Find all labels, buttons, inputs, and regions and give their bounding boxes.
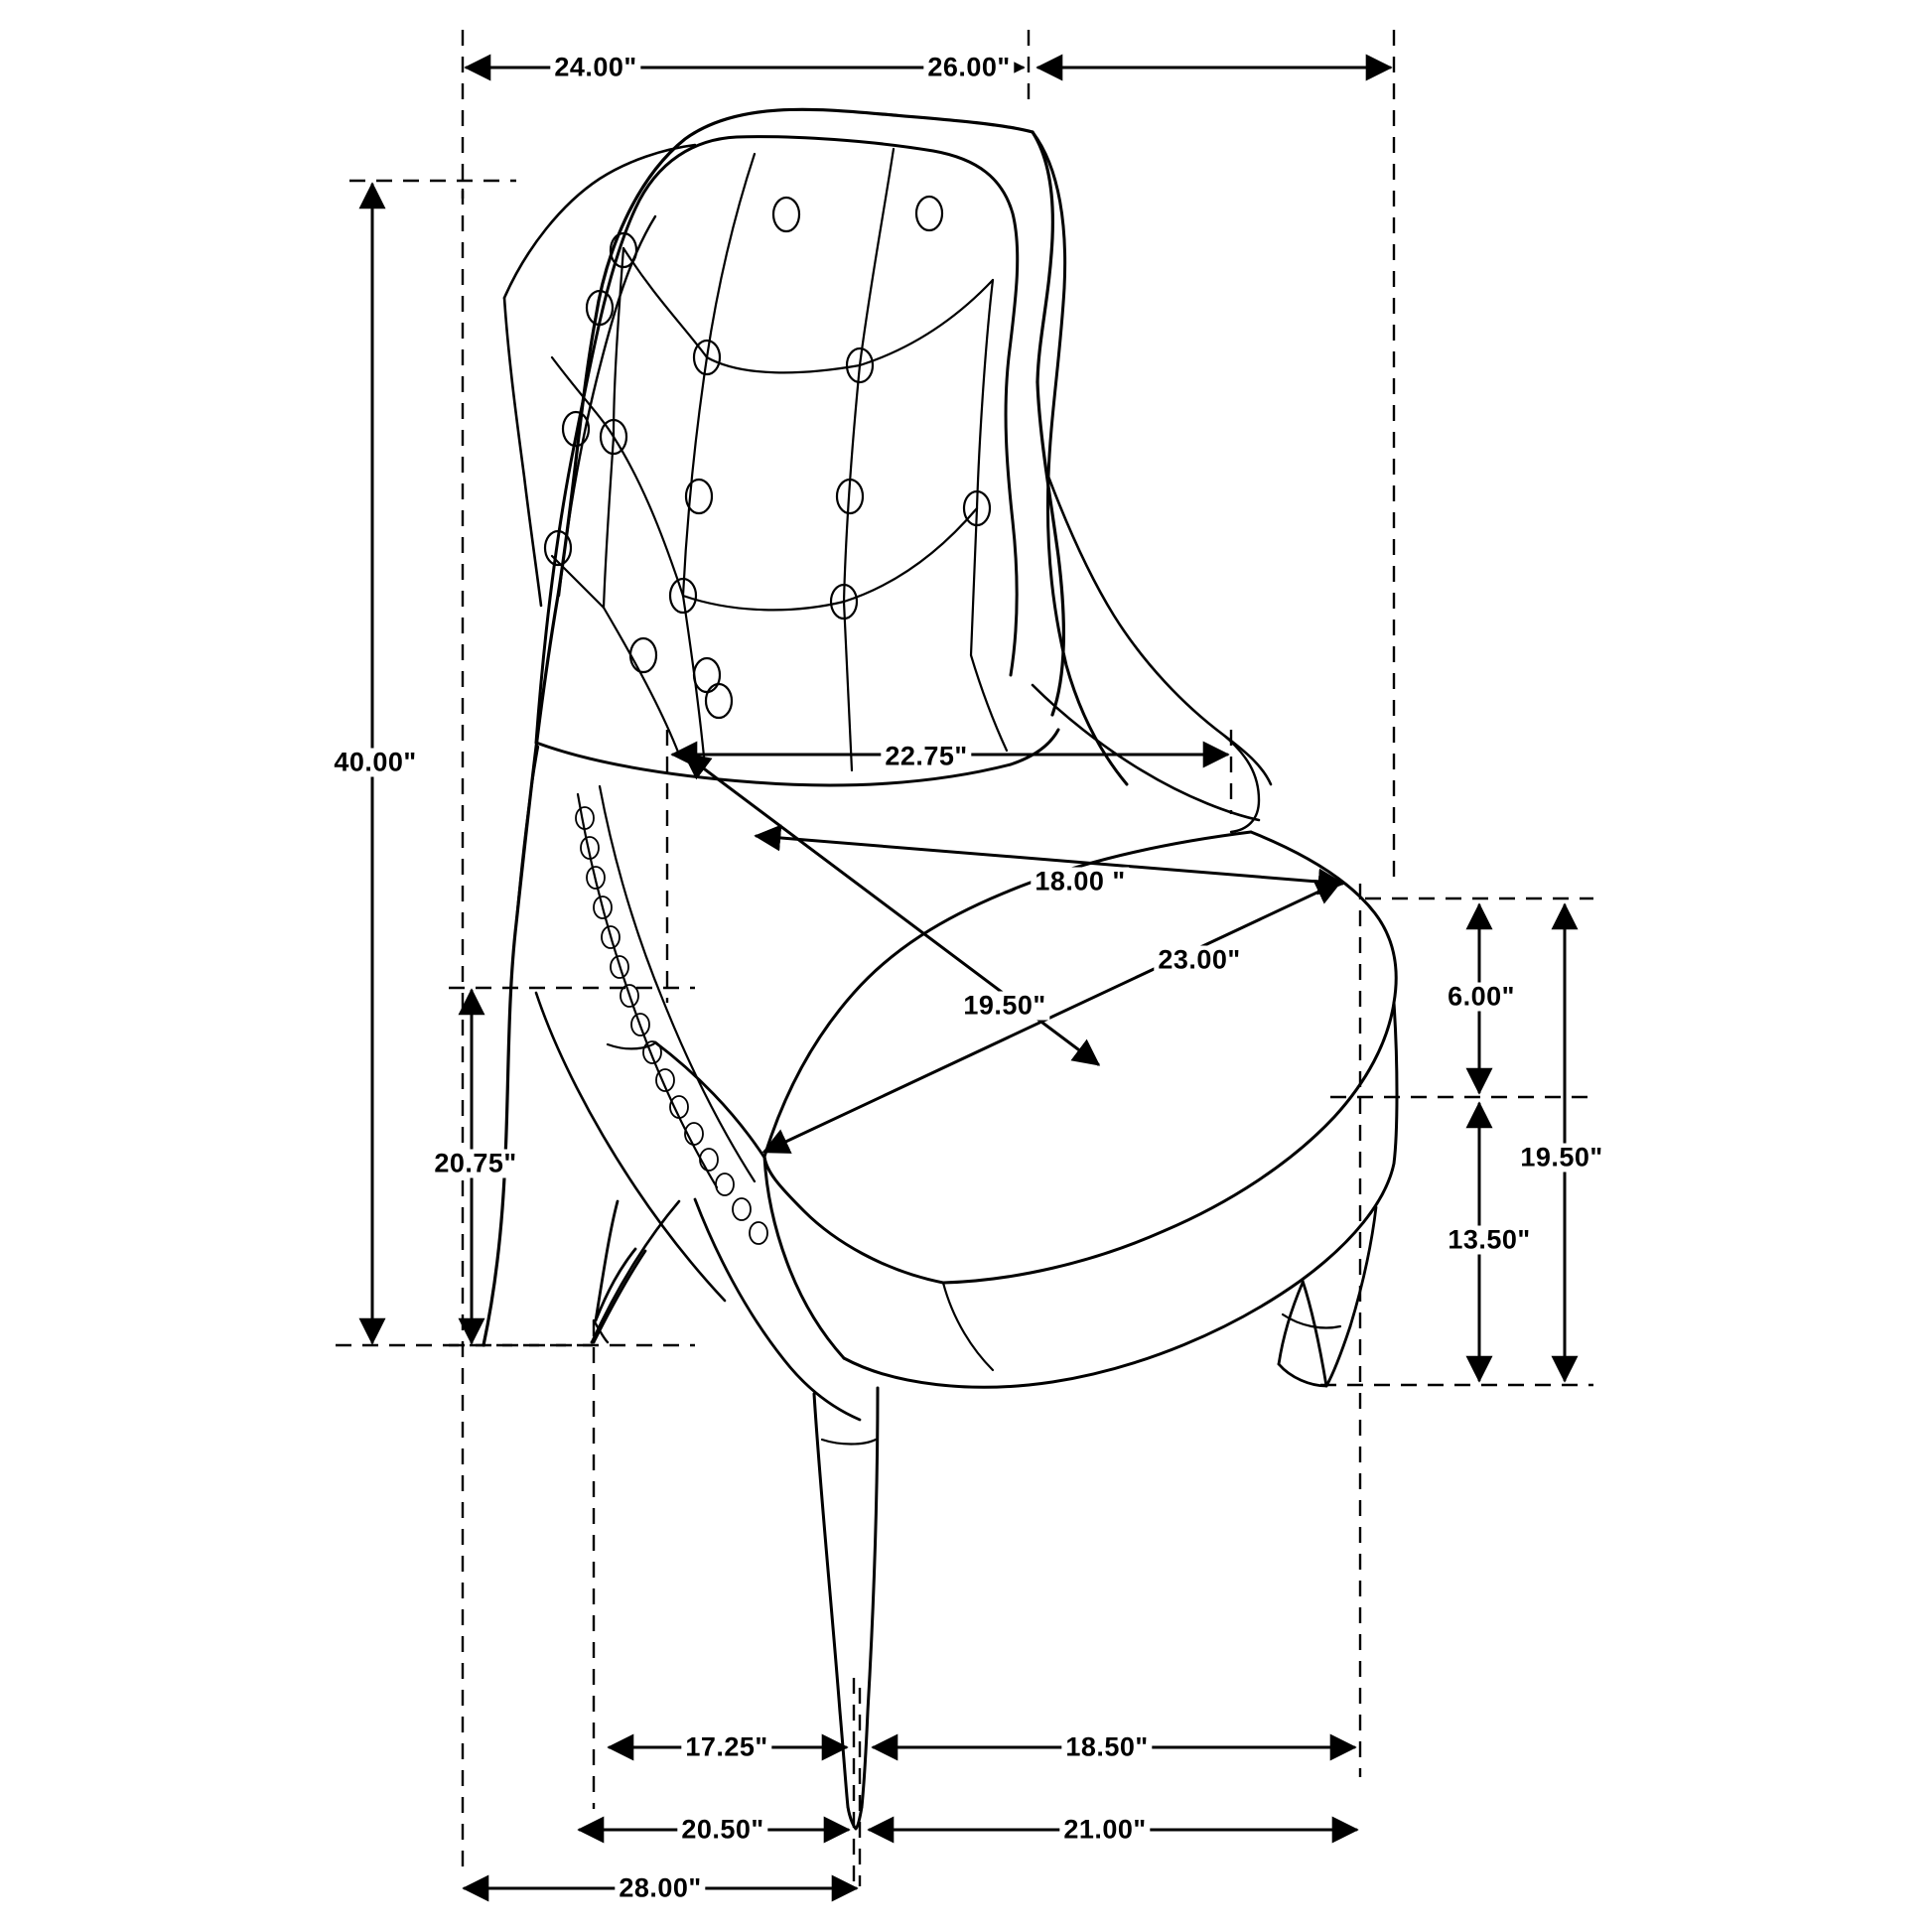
dimension-label-17-25: 17.25"	[681, 1733, 771, 1762]
dimension-label-18-50: 18.50"	[1061, 1733, 1152, 1762]
dimension-label-40: 40.00"	[330, 749, 420, 777]
dimension-label-13-50: 13.50"	[1444, 1226, 1534, 1255]
dimension-label-23: 23.00"	[1154, 946, 1244, 975]
dimension-label-19-50-diagonal: 19.50"	[959, 992, 1049, 1021]
dimension-label-18: 18.00 "	[1031, 868, 1129, 897]
dimension-label-6: 6.00"	[1444, 983, 1519, 1012]
dimension-label-20-75: 20.75"	[430, 1150, 520, 1178]
dimension-label-19-50-height: 19.50"	[1516, 1144, 1606, 1173]
dimension-label-21: 21.00"	[1059, 1816, 1150, 1845]
dimension-label-26: 26.00"	[923, 54, 1014, 82]
dimension-label-28: 28.00"	[615, 1874, 705, 1903]
dimension-label-24: 24.00"	[550, 54, 640, 82]
dimension-label-22-75: 22.75"	[881, 743, 971, 771]
dimension-label-20-50: 20.50"	[677, 1816, 767, 1845]
